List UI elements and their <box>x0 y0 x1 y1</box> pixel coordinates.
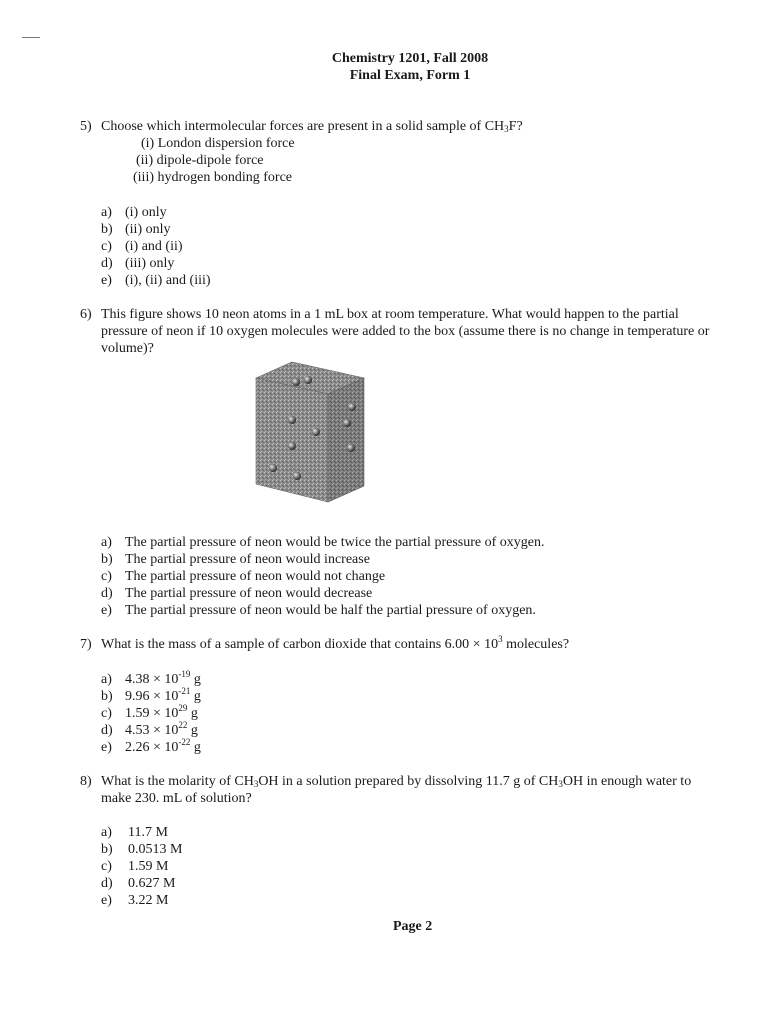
option-letter: a) <box>101 535 112 550</box>
option-letter: c) <box>101 859 112 874</box>
option-text: (ii) only <box>125 222 171 237</box>
question-stem: What is the mass of a sample of carbon dioxide that contains $6.00 \times 10^3$ molecules? <box>101 634 570 652</box>
question-stem-line-1: What is the molarity of $CH_3OH$ in a solution prepared by dissolving 11.7 g of $CH_3OH$ in enough water to <box>101 774 692 789</box>
exam-subtitle: Final Exam, Form 1 <box>349 68 471 83</box>
option-text: The partial pressure of neon would increase <box>125 552 370 567</box>
option-text: 0.0513 M <box>128 842 183 857</box>
option-text: $1.59 \times 10^{29}$ g <box>125 703 198 721</box>
option-text: $2.26 \times 10^{-22}$ g <box>125 737 201 755</box>
option-text: (iii) only <box>125 256 175 271</box>
option-letter: b) <box>101 689 113 704</box>
option-text: (i), (ii) and (iii) <box>125 273 211 288</box>
page-number: Page 2 <box>393 919 433 934</box>
option-text: The partial pressure of neon would be twice the partial pressure of oxygen. <box>125 535 545 550</box>
option-text: (i) only <box>125 205 167 220</box>
option-letter: c) <box>101 706 112 721</box>
option-letter: c) <box>101 569 112 584</box>
option-text: The partial pressure of neon would not change <box>125 569 386 584</box>
option-text: 1.59 M <box>128 859 169 874</box>
option-text: The partial pressure of neon would be half the partial pressure of oxygen. <box>125 603 536 618</box>
neon-box-figure <box>252 356 368 506</box>
statement-iii: (iii) hydrogen bonding force <box>133 170 293 185</box>
option-text: 3.22 M <box>128 893 169 908</box>
exam-title: Chemistry 1201, Fall 2008 <box>331 51 489 66</box>
option-text: (i) and (ii) <box>125 239 183 254</box>
option-text: $4.53 \times 10^{22}$ g <box>125 720 198 738</box>
question-number: 8) <box>80 774 92 789</box>
question-number: 5) <box>80 119 92 134</box>
scan-mark <box>22 37 40 38</box>
option-letter: a) <box>101 205 112 220</box>
question-stem-line-2: pressure of neon if 10 oxygen molecules were added to the box (assume there is no change in temperature or <box>101 324 710 339</box>
statement-i: (i) London dispersion force <box>141 136 295 151</box>
option-letter: b) <box>101 842 113 857</box>
question-number: 7) <box>80 637 92 652</box>
question-stem-line-2: make 230. mL of solution? <box>101 791 252 806</box>
option-letter: b) <box>101 552 113 567</box>
option-letter: e) <box>101 893 112 908</box>
option-letter: d) <box>101 256 113 271</box>
question-stem: Choose which intermolecular forces are present in a solid sample of $CH_3F$? <box>101 119 523 134</box>
option-letter: b) <box>101 222 113 237</box>
option-letter: e) <box>101 603 112 618</box>
option-letter: d) <box>101 586 113 601</box>
option-letter: c) <box>101 239 112 254</box>
option-text: $9.96 \times 10^{-21}$ g <box>125 686 201 704</box>
statement-ii: (ii) dipole-dipole force <box>136 153 264 168</box>
option-letter: a) <box>101 825 112 840</box>
option-letter: d) <box>101 723 113 738</box>
option-letter: e) <box>101 273 112 288</box>
question-number: 6) <box>80 307 92 322</box>
option-text: 0.627 M <box>128 876 176 891</box>
option-text: $4.38 \times 10^{-19}$ g <box>125 669 201 687</box>
question-stem-line-1: This figure shows 10 neon atoms in a 1 mL box at room temperature. What would happen to the partial <box>101 307 679 322</box>
option-text: 11.7 M <box>128 825 168 840</box>
question-stem-line-3: volume)? <box>101 341 154 356</box>
option-text: The partial pressure of neon would decrease <box>125 586 373 601</box>
option-letter: e) <box>101 740 112 755</box>
option-letter: d) <box>101 876 113 891</box>
option-letter: a) <box>101 672 112 687</box>
